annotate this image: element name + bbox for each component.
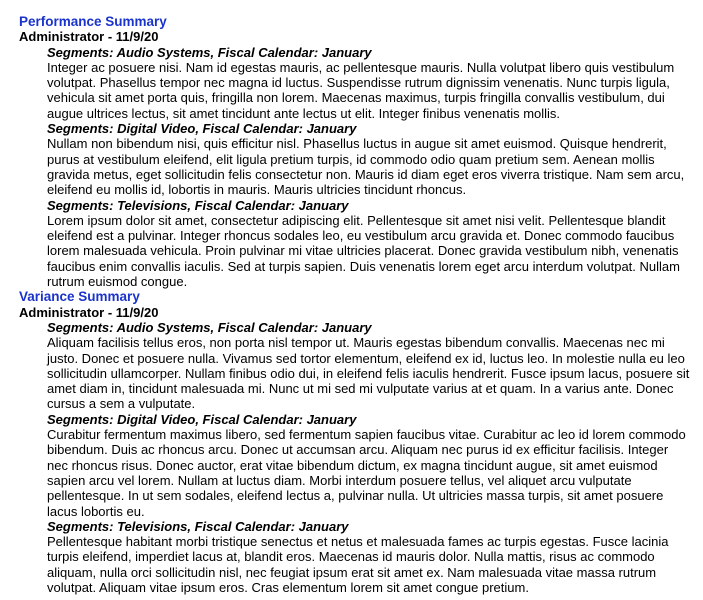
segment-heading: Segments: Televisions, Fiscal Calendar: January bbox=[47, 197, 349, 213]
segment bbox=[47, 45, 691, 121]
segment-body: Lorem ipsum dolor sit amet, consectetur adipiscing elit. Pellentesque sit amet nisi velit. Pellentesque blandit eleifend est a pulvinar. Integer rhoncus sodales leo, eu vestibulum arcu gravida et. Donec commodo faucibus lorem malesuada vehicula. Proin pulvinar mi vitae ultricies placerat. Donec gravida vestibulum nibh, venenatis faucibus enim convallis iaculis. Sed at turpis sapien. Duis venenatis lorem eget arcu interdum volutpat. Nullam rutrum euismod congue. bbox=[47, 212, 680, 290]
segment-body: Pellentesque habitant morbi tristique senectus et netus et malesuada fames ac turpis egestas. Fusce lacinia turpis eleifend, imperdiet lacus at, blandit eros. Maecenas id mauris dolor. Nulla mattis, risus ac commodo aliquam, nulla orci sollicitudin nisl, nec feugiat ipsum erat sit amet ex. Nam malesuada vitae massa rutrum volutpat. Aliquam vitae ipsum eros. Cras elementum lorem sit amet congue pretium. bbox=[47, 534, 669, 595]
section-title: Performance Summary bbox=[19, 14, 167, 29]
segment-heading: Segments: Televisions, Fiscal Calendar: January bbox=[47, 518, 349, 534]
section-variance-summary bbox=[19, 289, 691, 595]
segment-body: Curabitur fermentum maximus libero, sed fermentum sapien faucibus vitae. Curabitur ac leo id lorem commodo bibendum. Duis ac rhoncus arcu. Donec ut accumsan arcu. Aliquam nec purus id ex efficitur facilisis. Integer nec rhoncus risus. Donec auctor, erat vitae bibendum dictum, ex magna tincidunt augue, sit amet euismod sapien arcu vel lorem. Nullam at luctus diam. Morbi interdum posuere tellus, vel aliquet arcu vulputate pellentesque. In ut sem sodales, eleifend lectus a, pulvinar nulla. Ut ultricies massa turpis, sit amet posuere lacus lobortis eu. bbox=[47, 427, 686, 519]
segment-body: Nullam non bibendum nisi, quis efficitur nisl. Phasellus luctus in augue sit amet euismod. Quisque hendrerit, purus at vestibulum eleifend, elit ligula pretium turpis, id commodo odio quam pretium sem. Aenean mollis gravida metus, eget sollicitudin felis consectetur non. Mauris id diam eget eros viverra tristique. Nam sem arcu, eleifend eu mollis id, lobortis in mauris. Mauris ultricies tincidunt rhoncus. bbox=[47, 136, 685, 198]
section-performance-summary bbox=[19, 14, 691, 289]
segment-heading: Segments: Digital Video, Fiscal Calendar: January bbox=[47, 411, 357, 427]
segment bbox=[47, 198, 691, 290]
segment bbox=[47, 320, 691, 412]
segment-heading: Segments: Audio Systems, Fiscal Calendar: January bbox=[47, 44, 372, 60]
section-title: Variance Summary bbox=[19, 289, 140, 305]
segment bbox=[47, 121, 691, 197]
section-subtitle: Administrator - 11/9/20 bbox=[19, 304, 159, 320]
segment bbox=[47, 412, 691, 519]
segment bbox=[47, 519, 691, 595]
segment-body: Integer ac posuere nisi. Nam id egestas mauris, ac pellentesque mauris. Nulla volutpat libero quis vestibulum volutpat. Phasellus tempor nec magna id luctus. Suspendisse rutrum dignissim venenatis. Nunc turpis ligula, vehicula sit amet porta quis, fringilla non lorem. Maecenas maximus, turpis fringilla convallis vestibulum, dui augue ultrices lectus, sit amet tincidunt ante lectus ut elit. Integer finibus venenatis mollis. bbox=[47, 59, 675, 121]
section-subtitle: Administrator - 11/9/20 bbox=[19, 29, 159, 45]
segment-heading: Segments: Digital Video, Fiscal Calendar: January bbox=[47, 121, 357, 137]
segment-body: Aliquam facilisis tellus eros, non porta nisl tempor ut. Mauris egestas bibendum convallis. Maecenas nec mi justo. Donec et posuere nulla. Vivamus sed tortor elementum, eleifend ex id, luctus leo. In molestie nulla eu leo sollicitudin ullamcorper. Nullam finibus odio dui, in eleifend felis iaculis hendrerit. Fusce ipsum lacus, posuere sit amet diam in, tincidunt malesuada mi. Nunc ut mi sed mi vulputate varius at et quam. In a varius ante. Donec cursus a sem a vulputate. bbox=[47, 335, 690, 412]
segment-heading: Segments: Audio Systems, Fiscal Calendar: January bbox=[47, 319, 372, 335]
